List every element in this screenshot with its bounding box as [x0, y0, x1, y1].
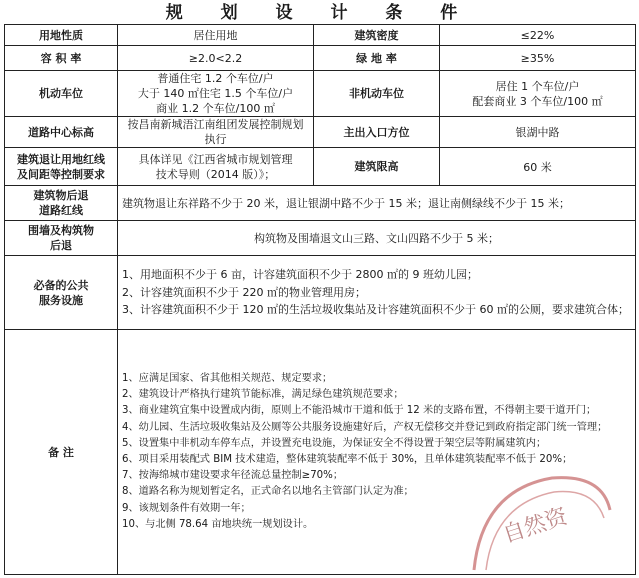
- row-far: [5, 46, 636, 71]
- main-entrance-value: 银湖中路: [440, 117, 636, 148]
- wall-setback-label-line: 围墙及构筑物: [28, 224, 94, 237]
- parking-line: 普通住宅 1.2 个车位/户: [157, 72, 274, 85]
- list-item: 5、设置集中非机动车停车点，并设置充电设施，为保证安全不得设置于架空层等附属建筑内；: [122, 437, 547, 449]
- road-center-label: 道路中心标高: [5, 117, 118, 148]
- parking-line: 商业 1.2 个车位/100 ㎡: [156, 102, 275, 115]
- list-item: 3、商业建筑宜集中设置成内街，原则上不能沿城市干道和低于 12 米的支路布置，不得朝主要干道开门；: [122, 405, 597, 417]
- setback-control-label-line: 建筑退让用地红线: [17, 152, 105, 166]
- wall-setback-label-line: 后退: [50, 239, 72, 252]
- list-item: 9、该规划条件有效期一年；: [122, 502, 251, 514]
- green-ratio-value: ≥35%: [440, 46, 636, 71]
- road-setback-label-line: 建筑物后退: [33, 189, 89, 202]
- list-item: 4、幼儿园、生活垃圾收集站及公厕等公共服务设施建好后，产权无偿移交并登记到政府指定部门统一管理；: [122, 421, 608, 433]
- list-item: 1、用地面积不少于 6 亩，计容建筑面积不少于 2800 ㎡的 9 班幼儿园；: [122, 268, 478, 282]
- list-item: 7、按海绵城市建设要求年径流总量控制≥70%；: [122, 470, 344, 482]
- road-center-line: 执行: [204, 133, 227, 146]
- land-use-label: 用地性质: [5, 25, 118, 46]
- public-facilities-label-line: 服务设施: [39, 293, 83, 307]
- document-title: 规 划 设 计 条 件: [165, 3, 474, 23]
- bike-parking-value: [440, 71, 636, 117]
- wall-setback-label: [5, 221, 118, 256]
- list-item: 8、道路名称为规划暂定名，正式命名以地名主管部门认定为准；: [122, 486, 414, 498]
- main-entrance-label: 主出入口方位: [314, 117, 440, 148]
- parking-label: 机动车位: [5, 71, 118, 117]
- height-limit-label: 建筑限高: [314, 148, 440, 186]
- conditions-table: [4, 24, 636, 575]
- density-label: 建筑密度: [314, 25, 440, 46]
- far-label: 容 积 率: [5, 46, 118, 71]
- row-setback-control: [5, 148, 636, 186]
- setback-control-value: [118, 148, 314, 186]
- parking-value: [118, 71, 314, 117]
- row-remarks: [5, 330, 636, 575]
- public-facilities-label-line: 必备的公共: [33, 278, 89, 292]
- list-item: 3、计容建筑面积不少于 120 ㎡的生活垃圾收集站及计容建筑面积不少于 60 ㎡的公厕，要求建筑合体；: [122, 303, 629, 317]
- row-land-use: [5, 25, 636, 46]
- list-item: 2、建筑设计严格执行建筑节能标准，满足绿色建筑规范要求；: [122, 389, 404, 401]
- road-setback-value: 建筑物退让东祥路不少于 20 米，退让银湖中路不少于 15 米；退让南侧绿线不少于 15 米；: [118, 186, 636, 221]
- row-parking: [5, 71, 636, 117]
- far-value: ≥2.0<2.2: [118, 46, 314, 71]
- list-item: 1、应满足国家、省其他相关规范、规定要求；: [122, 372, 333, 384]
- density-value: ≤22%: [440, 25, 636, 46]
- public-facilities-label: [5, 256, 118, 330]
- road-setback-label-line: 道路红线: [39, 204, 83, 217]
- row-public-facilities: [5, 256, 636, 330]
- bike-parking-line: 居住 1 个车位/户: [495, 79, 580, 93]
- setback-control-label: [5, 148, 118, 186]
- list-item: 10、与北侧 78.64 亩地块统一规划设计。: [122, 518, 314, 530]
- bike-parking-label: 非机动车位: [314, 71, 440, 117]
- remarks-label: 备 注: [5, 330, 118, 575]
- setback-control-label-line: 及间距等控制要求: [17, 167, 105, 181]
- list-item: 2、计容建筑面积不少于 220 ㎡的物业管理用房；: [122, 285, 366, 299]
- road-center-line: 按昌南新城浯江南组团发展控制规划: [127, 118, 304, 131]
- road-center-value: [118, 117, 314, 148]
- row-road-setback: [5, 186, 636, 221]
- road-setback-label: [5, 186, 118, 221]
- land-use-value: 居住用地: [118, 25, 314, 46]
- wall-setback-value: 构筑物及围墙退文山三路、文山四路不少于 5 米；: [118, 221, 636, 256]
- public-facilities-list: [118, 256, 636, 330]
- setback-control-line: 具体详见《江西省城市规划管理: [138, 152, 293, 166]
- green-ratio-label: 绿 地 率: [314, 46, 440, 71]
- row-wall-setback: [5, 221, 636, 256]
- row-road-center: [5, 117, 636, 148]
- bike-parking-line: 配套商业 3 个车位/100 ㎡: [472, 94, 603, 108]
- svg-text:自然资: 自然资: [500, 504, 571, 549]
- height-limit-value: 60 米: [440, 148, 636, 186]
- setback-control-line: 技术导则（2014 版）》；: [155, 167, 276, 181]
- list-item: 6、项目采用装配式 BIM 技术建造，整体建筑装配率不低于 30%，且单体建筑装配率不低于 20%；: [122, 454, 573, 465]
- remarks-list: [118, 330, 636, 575]
- parking-line: 大于 140 ㎡住宅 1.5 个车位/户: [137, 87, 294, 100]
